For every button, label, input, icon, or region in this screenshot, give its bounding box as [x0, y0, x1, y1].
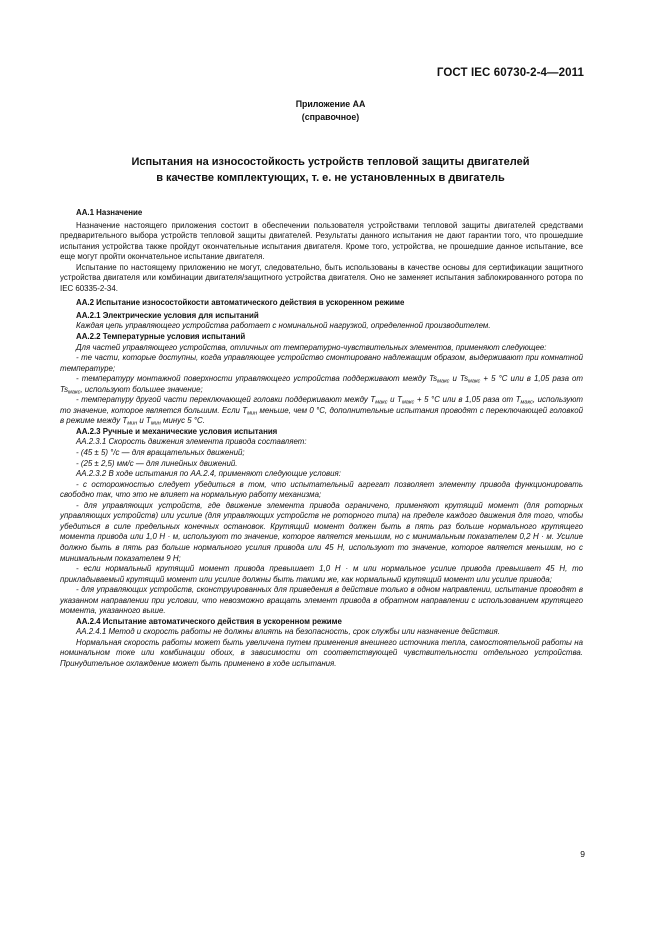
paragraph-aa22-1: Для частей управляющего устройства, отличных от температурно-чувствительных элементов, применяют следующее:: [76, 342, 547, 352]
annex-label: Приложение АА: [295, 99, 366, 109]
paragraph-aa1-1: Назначение настоящего приложения состоит в обеспечении пользователя устройствами тепловой защиты двигателей средствами предварительного выбора устройств тепловой защиты двигателей. Результаты данного испытания не дают гарантии того, что прошедшие испытания устройства также пройдут окончательные испытания двигателя. Кроме того, устройства, не прошедшие данное испытание, все еще могут пройти окончательное испытание двигателя.: [60, 220, 583, 262]
paragraph-aa232-b: - для управляющих устройств, где движение элемента привода ограничено, применяют крутящий момент (для роторных управляющих устройств) или усилие (для управляющих устройств не роторного типа) на пределе каждого движения для того, чтобы убедиться в силе предельных конечных остановок. Крутящий момент должен быть в пять раз больше нормального крутящего момента привода или 1,0 Н · м, используют то значение, которое является меньшим, но с минимальным показателем 0,2 Н · м. Усилие должно быть в пять раз больше нормального усилия привода или 45 Н, используют то значение, которое является меньшим, но с минимальным показателем 9 Н;: [60, 500, 583, 563]
title-line-1: Испытания на износостойкость устройств тепловой защиты двигателей: [131, 156, 530, 168]
annex-title: [0, 98, 661, 123]
title-line-2: в качестве комплектующих, т. е. не установленных в двигатель: [156, 172, 505, 184]
paragraph-aa241-2: Нормальная скорость работы может быть увеличена путем применения внешнего источника тепла, самостоятельной работы на номинальном токе или комбинации обоих, в зависимости от соответствующей чувствительности отдельного устройства. Принудительное охлаждение может быть применено в ходе испытания.: [60, 637, 583, 668]
paragraph-aa232-c: - если нормальный крутящий момент привода превышает 1,0 Н · м или нормальное усилие привода превышает 45 Н, то прикладываемый крутящий момент или усилие должны быть такими же, как нормальный крутящий момент или усилие привода;: [60, 564, 583, 584]
section-heading-aa23: АА.2.3 Ручные и механические условия испытания: [76, 426, 278, 436]
paragraph-aa22-4: - температуру другой части переключающей головки поддерживают между $T_{макс}$ и $T_{макс} + 5$ °C или в 1,05 раза от $T_{макс}$, используют то значение, которое является большим. Если $T_{мин}$ меньше, чем 0 °C, дополнительные испытания проводят с переключающей головкой в режиме между $T_{мин}$ и $T_{мин}$ минус 5 °C.: [60, 395, 584, 427]
paragraph-aa1-2: Испытание по настоящему приложению не могут, следовательно, быть использованы в качестве основы для сертификации защитного устройства двигателя или комбинации двигателя/защитного устройства двигателя. Оно не заменяет испытания заблокированного ротора по IEC 60335-2-34.: [60, 262, 583, 293]
section-heading-aa2: АА.2 Испытание износостойкости автоматического действия в ускоренном режиме: [76, 298, 405, 308]
document-title: [60, 154, 601, 186]
page-number: 9: [580, 849, 585, 859]
paragraph-aa241: АА.2.4.1 Метод и скорость работы не должны влиять на безопасность, срок службы или назначение действия.: [76, 627, 500, 637]
paragraph-aa232: АА.2.3.2 В ходе испытания по АА.2.4, применяют следующие условия:: [76, 469, 341, 479]
paragraph-aa22-3: - температуру монтажной поверхности управляющего устройства поддерживают между $Ts_{макс}$ и $Ts_{макс} + 5$ °C или в 1,05 раза от $Ts_{макс}$, используют большее значение;: [60, 374, 583, 396]
section-heading-aa1: АА.1 Назначение: [76, 208, 143, 217]
paragraph-aa231-b: - (25 ± 2,5) мм/с — для линейных движений.: [76, 458, 238, 468]
paragraph-aa22-2: - те части, которые доступны, когда управляющее устройство смонтировано надлежащим образом, выдерживают при комнатной температуре;: [60, 353, 583, 373]
paragraph-aa21: Каждая цепь управляющего устройства работает с номинальной нагрузкой, определенной производителем.: [76, 321, 491, 331]
paragraph-aa231-a: - (45 ± 5) °/с — для вращательных движений;: [76, 448, 245, 458]
annex-type: (справочное): [301, 111, 360, 122]
paragraph-aa232-d: - для управляющих устройств, сконструированных для приведения в действие только в одном направлении, испытание проводят в указанном направлении при условии, что невозможно вращать элемент привода в обратном направлении с использованием крутящего момента, указанного выше.: [60, 585, 583, 616]
standard-header: ГОСТ IEC 60730-2-4—2011: [436, 67, 584, 79]
document-body: [60, 205, 583, 670]
paragraph-aa232-a: - с осторожностью следует убедиться в том, что испытательный агрегат позволяет элементу привода функционировать свободно так, что это не влияет на нормальную работу механизма;: [60, 479, 583, 500]
paragraph-aa231: АА.2.3.1 Скорость движения элемента привода составляет:: [76, 437, 307, 447]
section-heading-aa24: АА.2.4 Испытание автоматического действия в ускоренном режиме: [76, 616, 342, 626]
section-heading-aa22: АА.2.2 Температурные условия испытаний: [76, 332, 246, 342]
section-heading-aa21: АА.2.1 Электрические условия для испытаний: [76, 310, 259, 320]
